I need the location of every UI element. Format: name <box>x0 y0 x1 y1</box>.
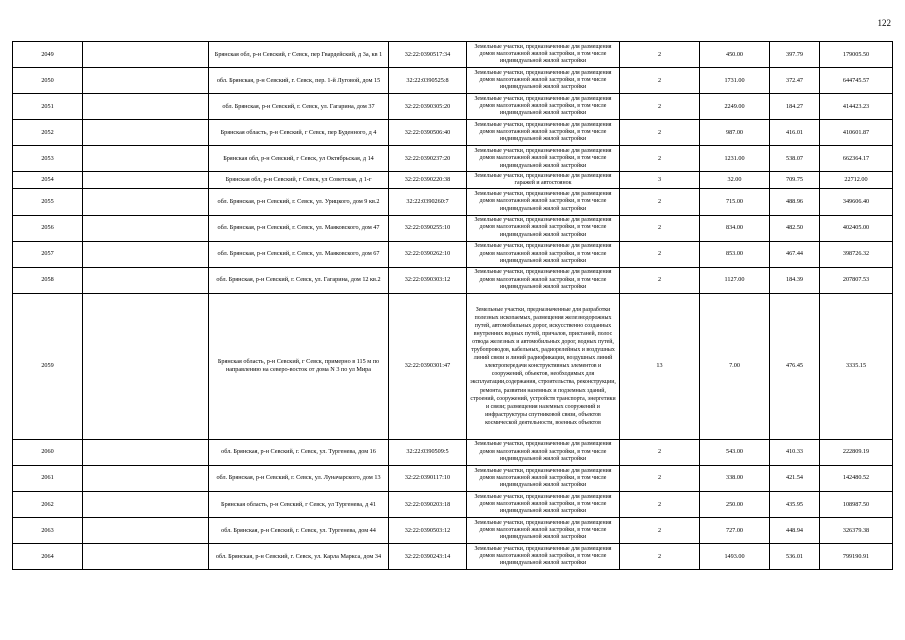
group-cell: 2 <box>620 544 700 570</box>
area-cell: 853.00 <box>700 241 770 267</box>
cadastral-value-cell: 414423.23 <box>820 94 893 120</box>
cadastral-number-cell: 32:22:0390503:12 <box>389 518 467 544</box>
cadastral-value-cell: 207807.53 <box>820 267 893 293</box>
group-cell: 2 <box>620 465 700 491</box>
specific-value-cell: 476.45 <box>770 293 820 439</box>
cadastral-value-cell: 410601.87 <box>820 120 893 146</box>
address-cell: обл. Брянская, р-н Севский, г. Севск, ул. Маяковского, дом 67 <box>209 241 389 267</box>
blank-cell <box>83 172 209 189</box>
cadastral-number-cell: 32:22:0390255:10 <box>389 215 467 241</box>
blank-cell <box>83 94 209 120</box>
area-cell: 2249.00 <box>700 94 770 120</box>
address-cell: Брянская область, р-н Севский, г Севск, пер Буденного, д 4 <box>209 120 389 146</box>
table-row <box>13 293 893 439</box>
cadastral-value-cell: 644745.57 <box>820 68 893 94</box>
cadastral-value-cell: 222809.19 <box>820 439 893 465</box>
cadastral-number-cell: 32:22:0390305:20 <box>389 94 467 120</box>
cadastral-value-cell: 799190.91 <box>820 544 893 570</box>
specific-value-cell: 416.01 <box>770 120 820 146</box>
group-cell: 2 <box>620 267 700 293</box>
address-cell: Брянская обл, р-н Севский, г Севск, ул Советская, д 1-г <box>209 172 389 189</box>
table-row <box>13 241 893 267</box>
table-row <box>13 215 893 241</box>
row-number-cell: 2054 <box>13 172 83 189</box>
specific-value-cell: 538.07 <box>770 146 820 172</box>
blank-cell <box>83 439 209 465</box>
specific-value-cell: 184.39 <box>770 267 820 293</box>
cadastral-number-cell: 32:22:0390220:38 <box>389 172 467 189</box>
land-use-cell: Земельные участки, предназначенные для размещения домов малоэтажной жилой застройки, в том числе индивидуальной жилой застройки <box>467 215 620 241</box>
cadastral-value-cell: 662364.17 <box>820 146 893 172</box>
blank-cell <box>83 42 209 68</box>
group-cell: 2 <box>620 492 700 518</box>
address-cell: обл. Брянская, р-н Севский, г. Севск, пер. 1-й Луговой, дом 15 <box>209 68 389 94</box>
row-number-cell: 2055 <box>13 189 83 215</box>
group-cell: 2 <box>620 146 700 172</box>
table-row <box>13 146 893 172</box>
specific-value-cell: 421.54 <box>770 465 820 491</box>
row-number-cell: 2062 <box>13 492 83 518</box>
area-cell: 32.00 <box>700 172 770 189</box>
cadastral-number-cell: 32:22:0390301:47 <box>389 293 467 439</box>
specific-value-cell: 435.95 <box>770 492 820 518</box>
specific-value-cell: 482.50 <box>770 215 820 241</box>
table-row <box>13 120 893 146</box>
address-cell: обл. Брянская, р-н Севский, г. Севск, ул. Гагарина, дом 37 <box>209 94 389 120</box>
cadastral-value-cell: 3335.15 <box>820 293 893 439</box>
blank-cell <box>83 518 209 544</box>
table-row <box>13 42 893 68</box>
row-number-cell: 2049 <box>13 42 83 68</box>
cadastral-number-cell: 32:22:0390303:12 <box>389 267 467 293</box>
row-number-cell: 2051 <box>13 94 83 120</box>
row-number-cell: 2056 <box>13 215 83 241</box>
cadastral-number-cell: 32:22:0390509:5 <box>389 439 467 465</box>
group-cell: 2 <box>620 518 700 544</box>
row-number-cell: 2059 <box>13 293 83 439</box>
table-row <box>13 439 893 465</box>
group-cell: 2 <box>620 120 700 146</box>
blank-cell <box>83 293 209 439</box>
land-use-cell: Земельные участки, предназначенные для размещения домов малоэтажной жилой застройки, в том числе индивидуальной жилой застройки <box>467 492 620 518</box>
table-row <box>13 465 893 491</box>
area-cell: 543.00 <box>700 439 770 465</box>
specific-value-cell: 709.75 <box>770 172 820 189</box>
row-number-cell: 2061 <box>13 465 83 491</box>
area-cell: 715.00 <box>700 189 770 215</box>
row-number-cell: 2060 <box>13 439 83 465</box>
land-use-cell: Земельные участки, предназначенные для размещения домов малоэтажной жилой застройки, в том числе индивидуальной жилой застройки <box>467 120 620 146</box>
group-cell: 13 <box>620 293 700 439</box>
land-use-cell: Земельные участки, предназначенные для размещения домов малоэтажной жилой застройки, в том числе индивидуальной жилой застройки <box>467 518 620 544</box>
group-cell: 2 <box>620 94 700 120</box>
table-row <box>13 518 893 544</box>
cadastral-value-cell: 22712.00 <box>820 172 893 189</box>
area-cell: 450.00 <box>700 42 770 68</box>
address-cell: обл. Брянская, р-н Севский, г. Севск, ул. Тургенева, дом 16 <box>209 439 389 465</box>
specific-value-cell: 448.94 <box>770 518 820 544</box>
blank-cell <box>83 544 209 570</box>
cadastral-value-cell: 179005.50 <box>820 42 893 68</box>
cadastral-number-cell: 32:22:0390237:20 <box>389 146 467 172</box>
row-number-cell: 2053 <box>13 146 83 172</box>
blank-cell <box>83 241 209 267</box>
land-use-cell: Земельные участки, предназначенные для размещения домов малоэтажной жилой застройки, в том числе индивидуальной жилой застройки <box>467 68 620 94</box>
row-number-cell: 2064 <box>13 544 83 570</box>
table-row <box>13 172 893 189</box>
land-use-cell: Земельные участки, предназначенные для размещения домов малоэтажной жилой застройки, в том числе индивидуальной жилой застройки <box>467 241 620 267</box>
table-row <box>13 544 893 570</box>
table-row <box>13 94 893 120</box>
table-row <box>13 492 893 518</box>
blank-cell <box>83 492 209 518</box>
address-cell: обл. Брянская, р-н Севский, г. Севск, ул. Маяковского, дом 47 <box>209 215 389 241</box>
land-use-cell: Земельные участки, предназначенные для размещения домов малоэтажной жилой застройки, в том числе индивидуальной жилой застройки <box>467 146 620 172</box>
land-use-cell: Земельные участки, предназначенные для размещения домов малоэтажной жилой застройки, в том числе индивидуальной жилой застройки <box>467 267 620 293</box>
cadastral-value-cell: 326379.38 <box>820 518 893 544</box>
group-cell: 2 <box>620 42 700 68</box>
area-cell: 1127.00 <box>700 267 770 293</box>
cadastral-value-cell: 349606.40 <box>820 189 893 215</box>
table-row <box>13 189 893 215</box>
area-cell: 834.00 <box>700 215 770 241</box>
land-use-cell: Земельные участки, предназначенные для размещения гаражей и автостоянок <box>467 172 620 189</box>
area-cell: 727.00 <box>700 518 770 544</box>
row-number-cell: 2052 <box>13 120 83 146</box>
land-use-cell: Земельные участки, предназначенные для разработки полезных ископаемых, размещения железнодорожных путей, автомобильных дорог, искусственно созданных внутренних водных путей, причалов, пристаней, полос отвода железных и автомобильных дорог, водных путей, трубопроводов, кабельных, радиорелейных и воздушных линий связи и линий радиофикации, воздушных линий электропередачи конструктивных элементов и сооружений, объектов, необходимых для эксплуатации,содержания, строительства, реконструкции, ремонта, развития наземных и подземных зданий, строений, сооружений, устройств транспорта, энергетики и связи; размещения наземных сооружений и инфраструктуры спутниковой связи, объектов космической деятельности, военных объектов <box>467 293 620 439</box>
specific-value-cell: 488.96 <box>770 189 820 215</box>
address-cell: обл. Брянская, р-н Севский, г. Севск, ул. Гагарина, дом 12 кв.2 <box>209 267 389 293</box>
row-number-cell: 2057 <box>13 241 83 267</box>
blank-cell <box>83 68 209 94</box>
row-number-cell: 2063 <box>13 518 83 544</box>
land-use-cell: Земельные участки, предназначенные для размещения домов малоэтажной жилой застройки, в том числе индивидуальной жилой застройки <box>467 465 620 491</box>
row-number-cell: 2050 <box>13 68 83 94</box>
cadastral-number-cell: 32:22:0390517:34 <box>389 42 467 68</box>
address-cell: Брянская обл, р-н Севский, г Севск, пер Гвардейский, д 3а, кв 1 <box>209 42 389 68</box>
area-cell: 338.00 <box>700 465 770 491</box>
address-cell: обл. Брянская, р-н Севский, г. Севск, ул. Луначарского, дом 13 <box>209 465 389 491</box>
cadastral-number-cell: 32:22:0390260:7 <box>389 189 467 215</box>
area-cell: 1731.00 <box>700 68 770 94</box>
address-cell: Брянская область, р-н Севский, г Севск, ул Тургенева, д 41 <box>209 492 389 518</box>
address-cell: обл. Брянская, р-н Севский, г. Севск, ул. Карла Маркса, дом 34 <box>209 544 389 570</box>
cadastral-value-cell: 142480.52 <box>820 465 893 491</box>
specific-value-cell: 536.01 <box>770 544 820 570</box>
blank-cell <box>83 146 209 172</box>
cadastral-number-cell: 32:22:0390203:18 <box>389 492 467 518</box>
group-cell: 2 <box>620 215 700 241</box>
land-use-cell: Земельные участки, предназначенные для размещения домов малоэтажной жилой застройки, в том числе индивидуальной жилой застройки <box>467 42 620 68</box>
area-cell: 1493.00 <box>700 544 770 570</box>
page-number: 122 <box>877 18 891 28</box>
blank-cell <box>83 189 209 215</box>
address-cell: обл. Брянская, р-н Севский, г. Севск, ул. Тургенева, дом 44 <box>209 518 389 544</box>
group-cell: 2 <box>620 189 700 215</box>
group-cell: 2 <box>620 68 700 94</box>
area-cell: 250.00 <box>700 492 770 518</box>
land-use-cell: Земельные участки, предназначенные для размещения домов малоэтажной жилой застройки, в том числе индивидуальной жилой застройки <box>467 439 620 465</box>
specific-value-cell: 184.27 <box>770 94 820 120</box>
cadastral-number-cell: 32:22:0390243:14 <box>389 544 467 570</box>
area-cell: 1231.00 <box>700 146 770 172</box>
land-use-cell: Земельные участки, предназначенные для размещения домов малоэтажной жилой застройки, в том числе индивидуальной жилой застройки <box>467 94 620 120</box>
specific-value-cell: 467.44 <box>770 241 820 267</box>
cadastral-value-cell: 108987.50 <box>820 492 893 518</box>
specific-value-cell: 410.33 <box>770 439 820 465</box>
address-cell: обл. Брянская, р-н Севский, г. Севск, ул. Урицкого, дом 9 кв.2 <box>209 189 389 215</box>
address-cell: Брянская обл, р-н Севский, г Севск, ул Октябрьская, д 14 <box>209 146 389 172</box>
table-row <box>13 267 893 293</box>
blank-cell <box>83 215 209 241</box>
group-cell: 3 <box>620 172 700 189</box>
table-row <box>13 68 893 94</box>
row-number-cell: 2058 <box>13 267 83 293</box>
cadastral-number-cell: 32:22:0390506:40 <box>389 120 467 146</box>
address-cell: Брянская область, р-н Севский, г Севск, примерно в 115 м по направлению на северо-восток от дома N 3 по ул Мира <box>209 293 389 439</box>
land-use-cell: Земельные участки, предназначенные для размещения домов малоэтажной жилой застройки, в том числе индивидуальной жилой застройки <box>467 189 620 215</box>
blank-cell <box>83 465 209 491</box>
cadastral-number-cell: 32:22:0390525:8 <box>389 68 467 94</box>
specific-value-cell: 397.79 <box>770 42 820 68</box>
group-cell: 2 <box>620 241 700 267</box>
group-cell: 2 <box>620 439 700 465</box>
table-body <box>13 42 893 570</box>
land-use-cell: Земельные участки, предназначенные для размещения домов малоэтажной жилой застройки, в том числе индивидуальной жилой застройки <box>467 544 620 570</box>
area-cell: 7.00 <box>700 293 770 439</box>
land-valuation-table <box>12 41 893 570</box>
blank-cell <box>83 120 209 146</box>
area-cell: 987.00 <box>700 120 770 146</box>
cadastral-value-cell: 398726.32 <box>820 241 893 267</box>
blank-cell <box>83 267 209 293</box>
specific-value-cell: 372.47 <box>770 68 820 94</box>
cadastral-value-cell: 402405.00 <box>820 215 893 241</box>
cadastral-number-cell: 32:22:0390117:10 <box>389 465 467 491</box>
cadastral-number-cell: 32:22:0390262:10 <box>389 241 467 267</box>
